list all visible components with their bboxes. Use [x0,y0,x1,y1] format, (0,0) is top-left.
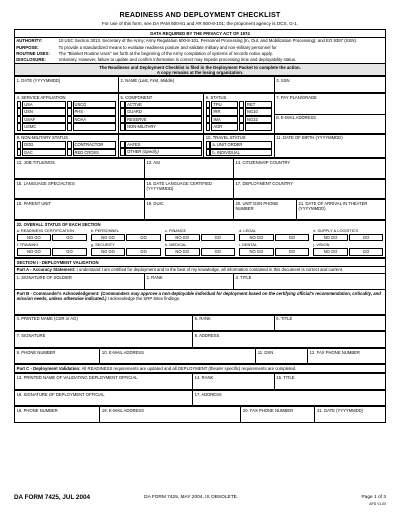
component-option: NON-MILITARY [125,123,202,131]
component-label: 5. COMPONENT [120,94,153,100]
service-option: USAF [22,116,66,124]
validator-title-label: 15. TITLE [276,374,295,380]
no-go-option[interactable]: NO GO [313,248,348,255]
cdr-dsn-label: 11. DSN [257,349,274,355]
go-nogo-toggle [17,248,87,255]
cdr-rank-label: 5. RANK [194,316,211,322]
go-option[interactable]: GO [201,234,236,241]
cdr-phone-label: 9. PHONE NUMBER [16,349,56,355]
title-label: 3. TITLE [235,275,252,281]
language-specialties-field[interactable] [15,179,145,199]
status-checkbox[interactable] [239,108,244,116]
section-status-label: i. DENTAL [239,242,258,248]
go-option[interactable]: GO [349,248,384,255]
duic-label: 19. DUIC [146,201,164,207]
service-checkbox[interactable] [17,101,22,109]
commander-row-1 [14,315,386,332]
dob-label: 11. DATE OF BIRTH (YYYYMMDD) [276,135,343,141]
validation-row-2 [14,390,386,407]
status-checkbox[interactable] [206,123,211,131]
section-status-item [313,228,383,241]
status-option: TPU [211,101,238,109]
section-one-heading: SECTION I - DEPLOYMENT VALIDATION [15,258,386,266]
purpose-label: PURPOSE: [16,44,39,50]
unit-row [14,199,386,220]
go-nogo-toggle [239,234,309,241]
form-page [14,8,386,423]
cdr-signature-label: 7. SIGNATURE [16,332,46,338]
authority-text: 10 USC Section 3013, Secretary of the Army; Army Regulation 600-8-101, Personnel Processing (In, Out, and Mobilization Processing); and EO 9397 (SSN). [58,38,358,44]
form-title: READINESS AND DEPLOYMENT CHECKLIST [119,10,281,19]
duic-field[interactable] [144,200,233,220]
go-option[interactable]: GO [275,248,310,255]
aafes-option: AAFES [125,141,202,149]
validator-fax-field[interactable] [241,407,315,423]
no-go-option[interactable]: NO GO [17,234,52,241]
page-number: Page 1 of 3 [361,495,386,500]
travel-status-label: 10. TRAVEL STATUS [205,135,246,141]
nonmilitary-field [15,134,119,158]
validator-signature-field[interactable] [15,390,193,406]
citizenship-label: 14. CITIZENSHIP COUNTRY [235,160,291,166]
service-checkbox[interactable] [17,123,22,131]
section-status-label: a. READINESS CERTIFICATION [16,227,74,233]
cdr-printed-name-label: 4. PRINTED NAME (CDR or AG) [16,316,78,322]
asi-label: 13. ASI [146,160,160,166]
status-option: IMA [211,116,238,124]
section-status-label: e. SUPPLY & LOGISTICS [313,227,359,233]
cdr-address-field[interactable] [193,332,386,348]
section-status-label: h. MEDICAL [164,242,187,248]
go-nogo-toggle [165,248,235,255]
unit-phone-label: 20. UNIT DSN PHONE NUMBER [235,201,279,212]
status-checkbox[interactable] [206,101,211,109]
nonmilitary-row [14,134,386,159]
no-go-option[interactable]: NO GO [91,248,126,255]
service-checkbox[interactable] [67,108,72,116]
cdr-rank-field[interactable] [193,315,275,331]
asi-field[interactable] [144,159,233,179]
service-affiliation-label: 4. SERVICE AFFILIATION [16,94,66,100]
identity-row [14,76,386,93]
soldier-signature-label: 1. SIGNATURE OF SOLDIER [16,275,72,281]
privacy-body [15,38,385,63]
section-status-item [17,228,87,241]
nonmilitary-checkbox[interactable] [17,149,22,157]
ssn-field[interactable] [274,77,385,93]
purpose-text: To provide a standardized means to evaluate readiness posture and validate military and non-military personnel for [58,44,277,50]
travel-status-field [204,134,274,158]
rank-field[interactable] [144,274,233,290]
validator-phone-label: 18. PHONE NUMBER [16,408,58,414]
part-c-table [14,364,386,373]
validator-date-label: 21. DATE (YYYYMMDD) [317,408,364,414]
no-go-option[interactable]: NO GO [239,248,274,255]
validator-signature-label: 16. SIGNATURE OF DEPLOYMENT OFFICIAL [16,391,105,397]
cdr-title-field[interactable] [274,315,385,331]
service-checkbox[interactable] [17,108,22,116]
go-nogo-toggle [313,248,383,255]
status-options [206,101,272,131]
arrival-date-field[interactable] [296,200,385,220]
deployment-country-field[interactable] [233,179,385,199]
section-status-label: b. PERSONNEL [90,227,120,233]
language-certified-label: 16. DATE LANGUAGE CERTIFIED [146,180,212,186]
validator-fax-label: 20. FAX PHONE NUMBER [242,408,294,414]
go-nogo-toggle [91,248,161,255]
no-go-option[interactable]: NO GO [165,234,200,241]
validator-email-field[interactable] [100,407,241,423]
section-status-label: g. SECURITY [90,242,115,248]
go-nogo-toggle [313,234,383,241]
status-option: RET [245,101,272,109]
service-option: USN [22,108,66,116]
cdr-email-field[interactable] [100,348,256,364]
commander-row-3 [14,348,386,365]
nonmilitary-checkbox[interactable] [67,141,72,149]
form-number: DA FORM 7425, JUL 2004 [14,494,90,501]
cdr-signature-field[interactable] [15,332,193,348]
routine-uses-label: ROUTINE USES: [16,50,50,56]
status-checkbox[interactable] [239,123,244,131]
routine-uses-text: The "Blanket Routine Uses" set forth at the beginning of the Army compilation of systems of records notice apply. [58,50,273,56]
nonmilitary-options [17,141,117,156]
component-option: GUARD [125,108,202,116]
privacy-act-table [14,29,386,76]
pay-grade-field[interactable] [275,94,385,115]
status-checkbox[interactable] [239,101,244,109]
section-status-label: f. TRAINING [16,242,39,248]
obsolete-notice: DA FORM 7425, MAY 2004, IS OBSOLETE. [144,495,239,500]
parent-unit-label: 18. PARENT UNIT [16,201,52,207]
status-option: AGR [211,123,238,131]
validation-row-3 [14,406,386,423]
cdr-printed-name-field[interactable] [15,315,193,331]
part-c-text: All READINESS requirements are updated and all DEPLOYMENT [81,366,208,372]
service-checkbox[interactable] [67,123,72,131]
component-field [118,94,203,134]
validator-date-field[interactable] [315,407,386,423]
parent-unit-field[interactable] [15,200,145,220]
validator-email-label: 19. E-MAIL ADDRESS [101,408,144,414]
cdr-title-label: 6. TITLE [276,316,293,322]
language-certified-hint: (YYYYMMDD) [146,185,174,191]
part-b-tail: I acknowledge the SRP Sites findings. [107,296,181,301]
part-b-italic: (Commanders may approve a non-deployable individual for deployment based on the certifying official's recommendation, criticality, and mission needs, unless otherwise indicated.) [16,290,381,301]
arrival-date-label: 21. DATE OF ARRIVAL IN THEATER (YYYYMMDD) [298,201,368,212]
nonmilitary-checkbox[interactable] [17,141,22,149]
affiliation-row [14,93,386,134]
section-one-table [14,258,386,315]
date-label: 1. DATE (YYYYMMDD) [16,78,61,84]
service-option [73,123,117,131]
name-label: 2. NAME (Last, First, Middle) [120,78,175,84]
nonmilitary-option: CONTRACTOR [73,141,117,149]
section-status-item [239,242,309,255]
component-options [120,101,201,131]
status-option [245,123,272,131]
status-checkbox[interactable] [206,108,211,116]
go-option[interactable]: GO [126,234,161,241]
validator-name-label: 13. PRINTED NAME OF VALIDATING DEPLOYMENT OFFICIAL [16,374,138,380]
service-checkbox[interactable] [17,116,22,124]
section-status-table [14,220,386,258]
disclosure-text: Voluntary. However, failure to update and confirm information is correct may impede processing time and deployability status. [58,57,297,63]
travel-status-options [206,141,272,156]
nonmilitary-option: RED CROSS [73,149,117,157]
ssn-label: 3. SSN [276,78,290,84]
section-status-item [91,242,161,255]
part-c-tail: requirements are completed. [241,366,297,372]
service-affiliation-options [17,101,117,131]
validator-address-label: 17. ADDRESS [194,391,222,397]
deployment-country-label: 17. DEPLOYMENT COUNTRY [235,180,294,186]
status-field [204,94,274,134]
date-field[interactable] [15,77,119,93]
nonmilitary-option: DAC [22,149,66,157]
part-c-label: Part C - Deployment Validation: [16,366,81,372]
validator-phone-field[interactable] [15,407,100,423]
cdr-fax-field[interactable] [308,348,386,364]
service-option: USCG [73,101,117,109]
section-status-label: j. VISION [313,242,330,248]
go-nogo-toggle [91,234,161,241]
pay-email-cell [274,94,385,134]
instruction-line-2: A copy remains at the losing organization. [156,69,244,75]
form-subtitle: For use of this form, see DA PAM 600-81 and AR 600-8-101; the proponent agency is DCS, G-1. [101,21,299,26]
instruction-line-1: The Readiness and Deployment Checklist is filed in the Deployment Packet to complete the action. [99,64,301,70]
cdr-phone-field[interactable] [15,348,100,364]
language-specialties-label: 15. LANGUAGE SPECIALTIES [16,180,75,186]
validator-name-field[interactable] [15,374,193,390]
aafes-other-field [118,134,203,158]
section-status-item [313,242,383,255]
travel-option: b. INDIVIDUAL [210,149,272,157]
service-checkbox[interactable] [67,101,72,109]
service-affiliation-field [15,94,119,134]
part-b-label: Part B - Commander's Acknowledgment: [16,290,100,296]
section-status-item [91,228,161,241]
status-label: 6. STATUS [205,94,227,100]
go-option[interactable]: GO [275,234,310,241]
status-option: IRR [211,108,238,116]
status-checkbox[interactable] [239,116,244,124]
section-status-item [17,242,87,255]
nonmilitary-label: 9. NON-MILITARY STATUS [16,135,68,141]
apd-version: APD V1.00 [369,502,386,506]
go-option[interactable]: GO [349,234,384,241]
job-title-label: 12. JOB TITLE/MOS [16,160,55,166]
nonmilitary-option: DOD [22,141,66,149]
cdr-email-label: 10. E-MAIL ADDRESS [101,349,144,355]
dob-field[interactable] [274,134,385,158]
go-option[interactable]: GO [201,248,236,255]
validator-address-field[interactable] [193,390,386,406]
pay-grade-label: 7. PAY PLAN/GRADE [276,94,317,100]
no-go-option[interactable]: NO GO [91,234,126,241]
soldier-signature-field[interactable] [15,274,145,290]
nonmilitary-checkbox[interactable] [67,149,72,157]
citizenship-field[interactable] [233,159,385,179]
disclosure-label: DISCLOSURE: [16,57,46,63]
section-status-item [239,228,309,241]
language-row [14,179,386,200]
cdr-address-label: 8. ADDRESS [194,332,220,338]
component-option: ACTIVE [125,101,202,109]
section-status-row-1 [17,228,384,241]
unit-phone-field[interactable] [233,200,296,220]
other-option [125,148,202,156]
email-field[interactable] [275,115,385,122]
other-option-hint: (Specify) [142,149,159,155]
status-checkbox[interactable] [206,116,211,124]
section-status-label: 22. OVERALL STATUS OF EACH SECTION [16,221,101,227]
job-row [14,158,386,179]
service-option: NOAA [73,116,117,124]
validator-rank-field[interactable] [193,374,275,390]
travel-option: a. UNIT ORDER [210,141,272,149]
rank-label: 2. RANK [146,275,163,281]
component-option: RESERVE [125,116,202,124]
service-option: USA [22,101,66,109]
validation-row-1 [14,373,386,390]
go-option[interactable]: GO [52,234,87,241]
no-go-option[interactable]: NO GO [239,234,274,241]
go-option[interactable]: GO [52,248,87,255]
job-title-field[interactable] [15,159,145,179]
validator-title-field[interactable] [274,374,385,390]
service-option: PHS [73,108,117,116]
email-label: 8. E-MAIL ADDRESS [276,115,316,121]
go-option[interactable]: GO [126,248,161,255]
section-status-item [165,242,235,255]
section-status-item [165,228,235,241]
service-option: USMC [22,123,66,131]
status-option: NG10 [245,108,272,116]
go-nogo-toggle [239,248,309,255]
cdr-dsn-field[interactable] [256,348,308,364]
part-c-italic: (theater specific) [208,366,241,372]
section-status-label: c. FINANCE [164,227,187,233]
title-field[interactable] [233,274,385,290]
no-go-option[interactable]: NO GO [313,234,348,241]
section-status-row-2 [17,242,384,255]
validator-rank-label: 14. RANK [194,374,214,380]
go-nogo-toggle [17,234,87,241]
language-certified-field[interactable] [144,179,233,199]
privacy-heading: DATA REQUIRED BY THE PRIVACY ACT OF 1974 [15,30,386,38]
section-status-label: d. LEGAL [239,227,256,233]
other-option-label: OTHER [127,149,142,155]
service-checkbox[interactable] [67,116,72,124]
no-go-option[interactable]: NO GO [165,248,200,255]
part-a-label: Part A - Accuracy Statement: [16,267,76,273]
part-a-text: I understand I am certified for deployment and to the best of my knowledge, all information contained in this document is correct and current. [76,267,344,273]
cdr-fax-label: 12. FAX PHONE NUMBER [309,349,360,355]
name-field[interactable] [118,77,274,93]
go-nogo-toggle [165,234,235,241]
status-option: NG32 [245,116,272,124]
authority-label: AUTHORITY: [16,38,43,44]
no-go-option[interactable]: NO GO [17,248,52,255]
commander-row-2 [14,331,386,348]
